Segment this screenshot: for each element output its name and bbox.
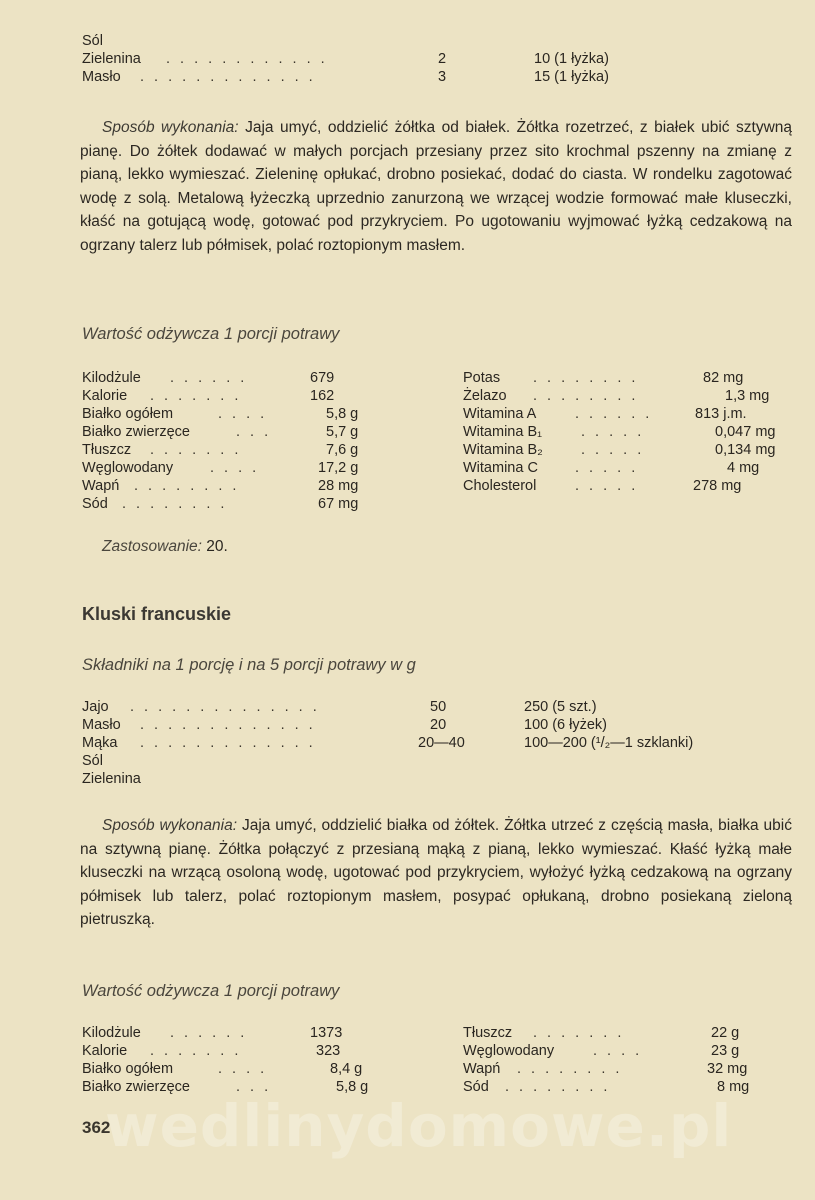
nutrient-value: 679 <box>310 370 335 386</box>
nutrient-name: Białko ogółem <box>82 406 174 422</box>
nutrition-row <box>82 459 382 477</box>
leader-dots: . . . . . . <box>575 406 653 422</box>
leader-dots: . . . . . . . <box>150 442 242 458</box>
ingredients-heading: Składniki na 1 porcję i na 5 porcji potrawy w g <box>82 656 416 674</box>
nutrient-name: Witamina A <box>463 406 537 422</box>
nutrient-value: 5,8 g <box>326 406 359 422</box>
nutrient-value: 67 mg <box>318 496 359 512</box>
nutrition-row <box>463 423 793 441</box>
leader-dots: . . . . . . . . <box>533 388 639 404</box>
nutrition-row <box>82 369 382 387</box>
nutrient-value: 5,8 g <box>336 1079 369 1095</box>
nutrition-heading-1: Wartość odżywcza 1 porcji potrawy <box>82 325 340 343</box>
nutrition-row <box>463 405 793 423</box>
recipe-title: Kluski francuskie <box>82 604 232 624</box>
nutrition-row <box>82 387 382 405</box>
method-paragraph-1 <box>80 116 792 257</box>
nutrient-value: 0,134 mg <box>715 442 776 458</box>
leader-dots: . . . . <box>210 460 260 476</box>
ingredient-row <box>82 50 682 68</box>
leader-dots: . . . . . <box>581 424 645 440</box>
ingredient-name: Sól <box>82 33 103 49</box>
ingredient-name: Masło <box>82 69 121 85</box>
nutrient-value: 162 <box>310 388 335 404</box>
nutrient-name: Kalorie <box>82 388 128 404</box>
ingredient-per1: 2 <box>438 51 447 67</box>
nutrient-name: Białko ogółem <box>82 1061 174 1077</box>
leader-dots: . . . . . . . . <box>517 1061 623 1077</box>
ingredient-name: Zielenina <box>82 51 141 67</box>
leader-dots: . . . . . . . <box>150 388 242 404</box>
nutrient-name: Białko zwierzęce <box>82 424 190 440</box>
nutrient-name: Tłuszcz <box>82 442 132 458</box>
nutrient-value: 0,047 mg <box>715 424 776 440</box>
nutrition-row <box>463 369 793 387</box>
ingredient-per5: 100 (6 łyżek) <box>524 717 608 733</box>
nutrient-value: 5,7 g <box>326 424 359 440</box>
nutrition-row <box>463 1042 793 1060</box>
nutrient-value: 7,6 g <box>326 442 359 458</box>
ingredient-row <box>82 734 782 752</box>
leader-dots: . . . . . . . . <box>505 1079 611 1095</box>
method-lead: Sposób wykonania: <box>102 817 238 834</box>
ingredient-row <box>82 716 782 734</box>
nutrient-name: Kalorie <box>82 1043 128 1059</box>
leader-dots: . . . <box>236 1079 272 1095</box>
leader-dots: . . . . . . <box>170 370 248 386</box>
leader-dots: . . . . <box>218 406 268 422</box>
ingredient-name: Jajo <box>82 699 109 715</box>
nutrient-name: Kilodżule <box>82 1025 141 1041</box>
leader-dots: . . . . . <box>581 442 645 458</box>
nutrition-row <box>463 459 793 477</box>
leader-dots: . . . <box>236 424 272 440</box>
leader-dots: . . . . . . . . . . . . . <box>140 717 316 733</box>
method-lead: Sposób wykonania: <box>102 119 239 136</box>
leader-dots: . . . . . . . . . . . . . <box>140 69 316 85</box>
nutrition-row <box>82 441 382 459</box>
nutrient-value: 813 j.m. <box>695 406 747 422</box>
nutrient-name: Tłuszcz <box>463 1025 513 1041</box>
ingredient-row <box>82 698 782 716</box>
ingredient-name: Zielenina <box>82 771 141 787</box>
leader-dots: . . . . . . . . . . . . <box>166 51 328 67</box>
leader-dots: . . . . <box>218 1061 268 1077</box>
ingredient-per5: 100—200 (¹/₂—1 szklanki) <box>524 735 694 751</box>
nutrition-row <box>82 423 382 441</box>
nutrient-name: Węglowodany <box>463 1043 555 1059</box>
nutrient-name: Węglowodany <box>82 460 174 476</box>
usage-lead: Zastosowanie: <box>102 538 202 555</box>
ingredient-row <box>82 68 682 86</box>
nutrient-value: 8,4 g <box>330 1061 363 1077</box>
nutrient-name: Sód <box>463 1079 489 1095</box>
nutrition-row <box>463 1060 793 1078</box>
leader-dots: . . . . . . . . <box>122 496 228 512</box>
nutrient-value: 1373 <box>310 1025 343 1041</box>
leader-dots: . . . . . . . . . . . . . <box>140 735 316 751</box>
nutrition-row <box>82 405 382 423</box>
leader-dots: . . . . . <box>575 478 639 494</box>
ingredient-per5: 15 (1 łyżka) <box>534 69 609 85</box>
leader-dots: . . . . . . . <box>533 1025 625 1041</box>
watermark: wedlinydomowe.pl <box>105 1092 733 1160</box>
nutrition-row <box>463 1024 793 1042</box>
nutrient-name: Witamina B₂ <box>463 442 543 458</box>
nutrient-name: Cholesterol <box>463 478 537 494</box>
nutrition-row <box>463 387 793 405</box>
ingredient-per1: 20 <box>430 717 447 733</box>
nutrient-value: 4 mg <box>727 460 760 476</box>
nutrition-row <box>82 1060 382 1078</box>
ingredient-row <box>82 32 682 50</box>
nutrient-name: Witamina C <box>463 460 538 476</box>
page-number: 362 <box>82 1118 111 1137</box>
nutrient-value: 32 mg <box>707 1061 748 1077</box>
ingredient-per1: 20—40 <box>418 735 465 751</box>
ingredient-name: Mąka <box>82 735 118 751</box>
nutrient-value: 8 mg <box>717 1079 750 1095</box>
nutrition-row <box>463 477 793 495</box>
nutrient-value: 278 mg <box>693 478 742 494</box>
nutrient-value: 82 mg <box>703 370 744 386</box>
nutrient-name: Białko zwierzęce <box>82 1079 190 1095</box>
ingredient-per5: 250 (5 szt.) <box>524 699 597 715</box>
nutrient-name: Wapń <box>463 1061 501 1077</box>
nutrient-name: Sód <box>82 496 108 512</box>
nutrient-name: Żelazo <box>463 388 507 404</box>
ingredient-per5: 10 (1 łyżka) <box>534 51 609 67</box>
nutrient-value: 28 mg <box>318 478 359 494</box>
method-text: Jaja umyć, oddzielić żółtka od białek. Żółtka rozetrzeć, z białek ubić sztywną pianę. Do żółtek dodawać w małych porcjach przesiany przez sito krochmal pszenny na zmianę z pianą, lekko wymieszać. Zieleninę opłukać, drobno posiekać, dodać do ciasta. W rondelku zagotować wodę z solą. Metalową łyżeczką uprzednio zanurzoną we wrzącej wodzie formować małe kluseczki, kłaść na gotującą wodę, gotować pod przykryciem. Po ugotowaniu wyjmować łyżką cedzakową na ogrzany talerz lub półmisek, polać roztopionym masłem. <box>80 119 792 254</box>
nutrition-heading-2: Wartość odżywcza 1 porcji potrawy <box>82 982 340 1000</box>
method-text: Jaja umyć, oddzielić białka od żółtek. Żółtka utrzeć z częścią masła, białka ubić na sztywną pianę. Żółtka połączyć z przesianą mąką z pianą, lekko wymieszać. Kłaść łyżką małe kluseczki na wrzącą osoloną wodę, ugotować pod przykryciem, wyłożyć łyżką cedzakową na ogrzany półmisek lub talerz, polać roztopionym masłem, posypać opłukaną, drobno posiekaną zieloną pietruszką. <box>80 817 792 928</box>
leader-dots: . . . . . . . . . . . . . . <box>130 699 320 715</box>
nutrition-row <box>82 477 382 495</box>
nutrient-value: 23 g <box>711 1043 740 1059</box>
usage-value: 20. <box>201 538 228 555</box>
nutrient-value: 22 g <box>711 1025 740 1041</box>
nutrient-name: Wapń <box>82 478 120 494</box>
nutrient-value: 17,2 g <box>318 460 359 476</box>
nutrient-name: Witamina B₁ <box>463 424 543 440</box>
leader-dots: . . . . . . . <box>150 1043 242 1059</box>
usage-line <box>102 538 228 556</box>
leader-dots: . . . . . <box>575 460 639 476</box>
ingredient-per1: 50 <box>430 699 447 715</box>
method-paragraph-2 <box>80 814 792 932</box>
nutrition-row <box>82 1024 382 1042</box>
leader-dots: . . . . . . <box>170 1025 248 1041</box>
nutrition-row <box>463 441 793 459</box>
ingredient-name: Sól <box>82 753 103 769</box>
ingredient-row <box>82 752 782 770</box>
leader-dots: . . . . . . . . <box>134 478 240 494</box>
nutrition-row <box>82 1042 382 1060</box>
nutrition-row <box>82 495 382 513</box>
ingredient-name: Masło <box>82 717 121 733</box>
nutrient-value: 1,3 mg <box>725 388 770 404</box>
nutrient-value: 323 <box>316 1043 341 1059</box>
leader-dots: . . . . . . . . <box>533 370 639 386</box>
leader-dots: . . . . <box>593 1043 643 1059</box>
nutrient-name: Potas <box>463 370 501 386</box>
ingredient-per1: 3 <box>438 69 447 85</box>
nutrient-name: Kilodżule <box>82 370 141 386</box>
ingredient-row <box>82 770 782 788</box>
